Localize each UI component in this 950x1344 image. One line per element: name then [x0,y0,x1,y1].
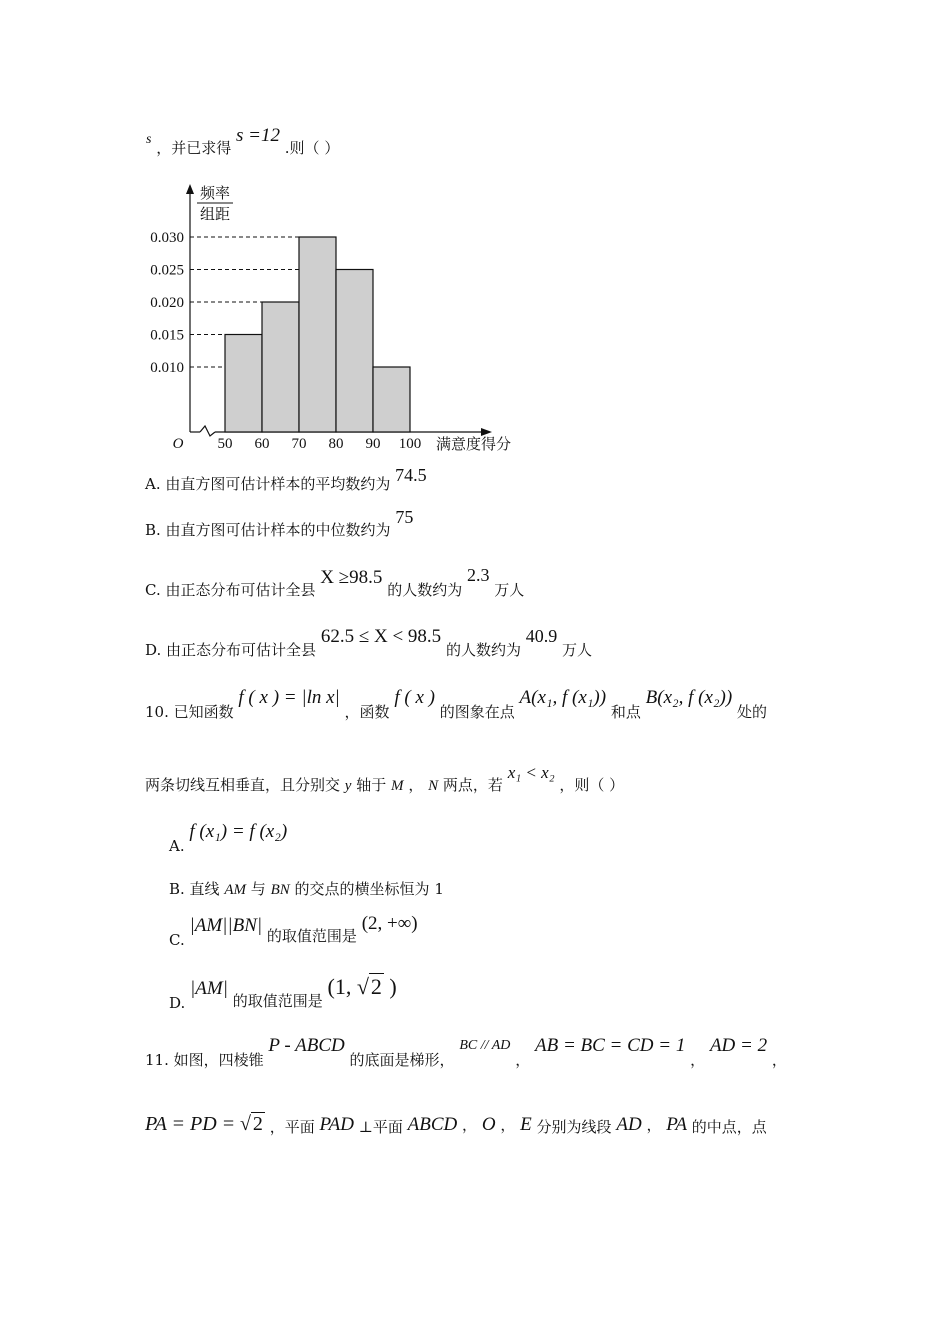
q11-j: 分别为线段 [536,1118,612,1136]
q10-stem2-c: ， [408,776,424,794]
q9-option-d-unit: 万人 [562,641,593,659]
y-tick-label: 0.020 [150,295,184,311]
q10-option-b-bn: BN [270,882,290,898]
q11-parallel: BC // AD [459,1038,511,1053]
q10-option-c-range: (2, +∞) [361,913,418,934]
q9-option-a-label: A. 由直方图可估计样本的平均数约为 [145,475,391,493]
histogram-bar [299,237,336,432]
histogram-bar [225,335,262,433]
q10-stem-line2 [145,763,625,794]
q10-option-d [169,974,397,1012]
q9-option-d-value: 40.9 [525,626,558,646]
y-axis-label-top: 频率 [199,184,231,202]
x-tick-label: 80 [328,436,344,452]
q11-line1 [145,1035,787,1069]
q10-fx: f ( x ) [394,687,435,708]
q11-a: 11. 如图，四棱锥 [145,1051,264,1069]
q11-o: O [481,1114,496,1135]
x-axis-break [200,426,215,436]
q9-option-d-mid: 的人数约为 [445,641,521,659]
q10-stem1-b: ，函数 [344,703,390,721]
q9-option-c-value: 2.3 [467,565,490,585]
q11-sqrt-arg: 2 [252,1113,263,1135]
y-tick-label: 0.030 [150,230,184,246]
q11-c: ， [515,1051,531,1069]
q11-f: ，平面 [269,1118,315,1136]
histogram-bar [262,302,299,432]
y-axis-label-bottom: 组距 [199,205,231,223]
q10-option-b-a: B. 直线 [169,880,220,898]
q11-h: ， [462,1116,478,1134]
histogram-chart [140,180,540,460]
q11-eq1: AB = BC = CD = 1 [535,1035,686,1056]
q9-option-c [145,565,525,599]
x-tick-label: 60 [254,436,270,452]
q10-option-c [169,913,418,949]
q11-l: 的中点，点 [691,1118,767,1136]
q9-option-d-label: D. 由正态分布可估计全县 [145,641,317,659]
origin-label: O [172,436,184,452]
q11-pad: PAD [319,1114,354,1135]
histogram-bar [336,270,373,433]
q10-option-d-formula: |AM| [190,978,228,999]
q11-abcd: ABCD [407,1114,458,1135]
q9-option-d-cond: 62.5 ≤ X < 98.5 [320,626,442,647]
histogram-bar [373,367,410,432]
q9-option-c-unit: 万人 [494,581,525,599]
q9-tail-text2: .则（ ） [284,139,340,157]
q10-option-b [169,882,444,898]
q11-sqrt-sign: √ [239,1113,251,1135]
q10-stem1-d: 和点 [610,703,641,721]
q10-option-a [169,821,288,855]
q9-tail-line [146,125,340,157]
q10-option-d-sqrt-arg: 2 [370,974,382,999]
q10-stem2-a: 两条切线互相垂直，且分别交 [145,776,341,794]
q10-fx-def: f ( x ) = |ln x| [238,687,340,708]
q11-pyramid: P - ABCD [268,1035,345,1056]
q10-m-symbol: M [391,778,404,794]
q10-option-a-formula: f (x₁) = f (x₂) [189,821,288,842]
q9-option-c-label: C. 由正态分布可估计全县 [145,581,316,599]
q10-option-d-sqrt-sign: √ [356,974,369,999]
q11-e-point: E [520,1114,532,1135]
q9-tail-text1: ，并已求得 [156,139,232,157]
q9-option-b [145,507,414,539]
q9-option-c-cond: X ≥98.5 [320,567,383,588]
x-axis-label: 满意度得分 [436,435,512,453]
q10-option-b-c: 的交点的横坐标恒为 1 [294,880,444,898]
q11-ad: AD [616,1114,642,1135]
y-tick-label: 0.025 [150,262,184,279]
q10-option-b-b: 与 [250,880,266,898]
x-tick-label: 70 [291,436,307,452]
q10-stem2-e: ，则（ ） [559,776,625,794]
q11-i: ， [500,1116,516,1134]
q10-option-d-text: 的取值范围是 [232,992,323,1010]
q10-stem2-b: 轴于 [356,776,387,794]
q10-stem2-d: 两点，若 [442,776,503,794]
x-tick-label: 50 [217,436,233,452]
q10-stem1-c: 的图象在点 [439,703,515,721]
y-tick-label: 0.010 [150,360,184,376]
q11-pa: PA [666,1114,688,1135]
q10-point-b: B(x₂, f (x₂)) [645,687,733,708]
q9-option-c-mid: 的人数约为 [387,581,463,599]
q9-option-a-value: 74.5 [395,465,427,485]
q10-option-d-label: D. [169,994,186,1012]
q10-point-a: A(x₁, f (x₁)) [519,687,607,708]
q10-option-d-range-open: (1, [327,974,352,999]
x-tick-label: 90 [365,436,381,452]
q11-b: 的底面是梯形， [349,1051,455,1069]
q10-stem1-e: 处的 [736,703,767,721]
q11-e: ， [771,1051,787,1069]
s-symbol: s [146,132,152,147]
q11-eq2: AD = 2 [709,1035,768,1056]
q10-option-d-range [328,973,397,999]
q10-option-c-text: 的取值范围是 [266,927,357,945]
q10-option-a-label: A. [169,837,185,855]
q9-option-b-value: 75 [395,507,414,527]
q11-line2 [145,1114,767,1134]
q10-option-b-am: AM [224,882,247,898]
q10-y-symbol: y [344,778,352,794]
q10-option-c-label: C. [169,931,185,949]
s-formula: s =12 [236,125,280,146]
q10-option-d-range-close: ) [389,974,397,999]
q10-n-symbol: N [428,778,439,794]
q10-stem-line1 [145,687,767,721]
q9-option-d [145,626,593,659]
q11-d: ， [690,1051,706,1069]
q11-k: ， [646,1116,662,1134]
y-tick-label: 0.015 [150,327,184,344]
q9-option-b-label: B. 由直方图可估计样本的中位数约为 [145,521,391,539]
q10-stem1-a: 10. 已知函数 [145,703,234,721]
x-tick-label: 100 [398,436,422,452]
y-axis-arrow [186,184,194,194]
q9-option-a [145,465,427,493]
chart-bars [225,237,410,432]
q11-eq-pa-pd: PA = PD = [145,1113,236,1135]
q10-option-c-formula: |AM||BN| [189,915,263,936]
q10-condition: x₁ < x₂ [507,763,555,782]
q11-g: ⊥平面 [358,1118,403,1136]
